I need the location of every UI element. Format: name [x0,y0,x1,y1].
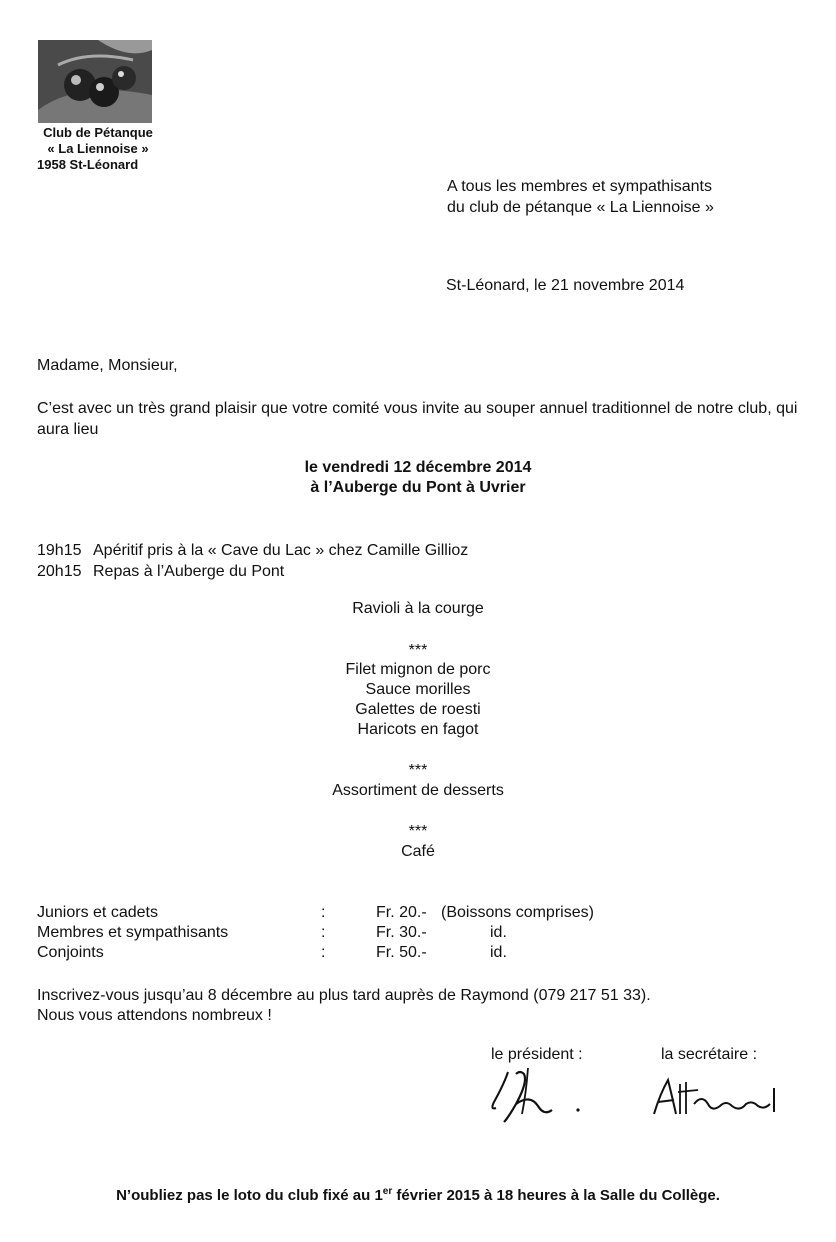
club-logo [38,40,152,123]
price-amount: Fr. 30.- [376,924,427,941]
club-header [37,125,159,173]
recipient-line-2: du club de pétanque « La Liennoise » [447,199,714,216]
loto-superscript: er [382,1186,393,1197]
price-colon: : [321,924,326,941]
president-label: le président : [491,1046,583,1063]
intro-paragraph: C’est avec un très grand plaisir que votre comité vous invite au souper annuel traditionnel de notre club, qui aura lieu [37,400,798,438]
menu-coffee: Café [401,843,435,860]
price-colon: : [321,944,326,961]
schedule-time: 20h15 [37,563,82,580]
price-note: id. [490,944,507,961]
menu-main-item: Filet mignon de porc [345,661,491,678]
menu-dessert: Assortiment de desserts [332,782,504,799]
schedule-text: Repas à l’Auberge du Pont [93,563,285,580]
loto-text-start: N’oubliez pas le loto du club fixé au 1 [116,1187,383,1204]
price-colon: : [321,904,326,921]
menu-main-item: Galettes de roesti [355,701,481,718]
event-details [0,458,836,498]
club-address: 1958 St-Léonard [37,157,139,172]
price-category: Juniors et cadets [37,904,158,921]
recipient-block [447,176,714,218]
loto-text-end: février 2015 à 18 heures à la Salle du Collège. [392,1187,720,1204]
price-note: id. [490,924,507,941]
schedule [37,540,468,582]
menu-separator: *** [408,823,428,840]
club-subname: « La Liennoise » [47,141,149,156]
menu-separator: *** [408,642,428,659]
menu-main-item: Haricots en fagot [357,721,479,738]
secretary-label: la secrétaire : [661,1046,758,1063]
event-location: à l’Auberge du Pont à Uvrier [310,479,526,496]
schedule-row [37,561,468,582]
signup-line-1: Inscrivez-vous jusqu’au 8 décembre au plus tard auprès de Raymond (079 217 51 33). [37,987,651,1004]
event-date: le vendredi 12 décembre 2014 [304,459,532,476]
price-note: (Boissons comprises) [441,904,594,921]
price-category: Conjoints [37,944,104,961]
president-signature [486,1064,596,1126]
place-date: St-Léonard, le 21 novembre 2014 [446,277,685,294]
salutation: Madame, Monsieur, [37,357,178,374]
signup-block [37,986,651,1026]
club-name: Club de Pétanque [43,125,153,140]
recipient-line-1: A tous les membres et sympathisants [447,178,712,195]
signup-line-2: Nous vous attendons nombreux ! [37,1007,272,1024]
menu-starter: Ravioli à la courge [352,600,484,617]
schedule-text: Apéritif pris à la « Cave du Lac » chez Camille Gillioz [93,542,469,559]
schedule-time: 19h15 [37,542,82,559]
loto-reminder [0,1186,836,1204]
secretary-signature [650,1074,780,1118]
petanque-balls-image [38,40,152,123]
price-category: Membres et sympathisants [37,924,229,941]
price-amount: Fr. 50.- [376,944,427,961]
schedule-row [37,540,468,561]
price-amount: Fr. 20.- [376,904,427,921]
menu-separator: *** [408,762,428,779]
menu-main-item: Sauce morilles [365,681,471,698]
